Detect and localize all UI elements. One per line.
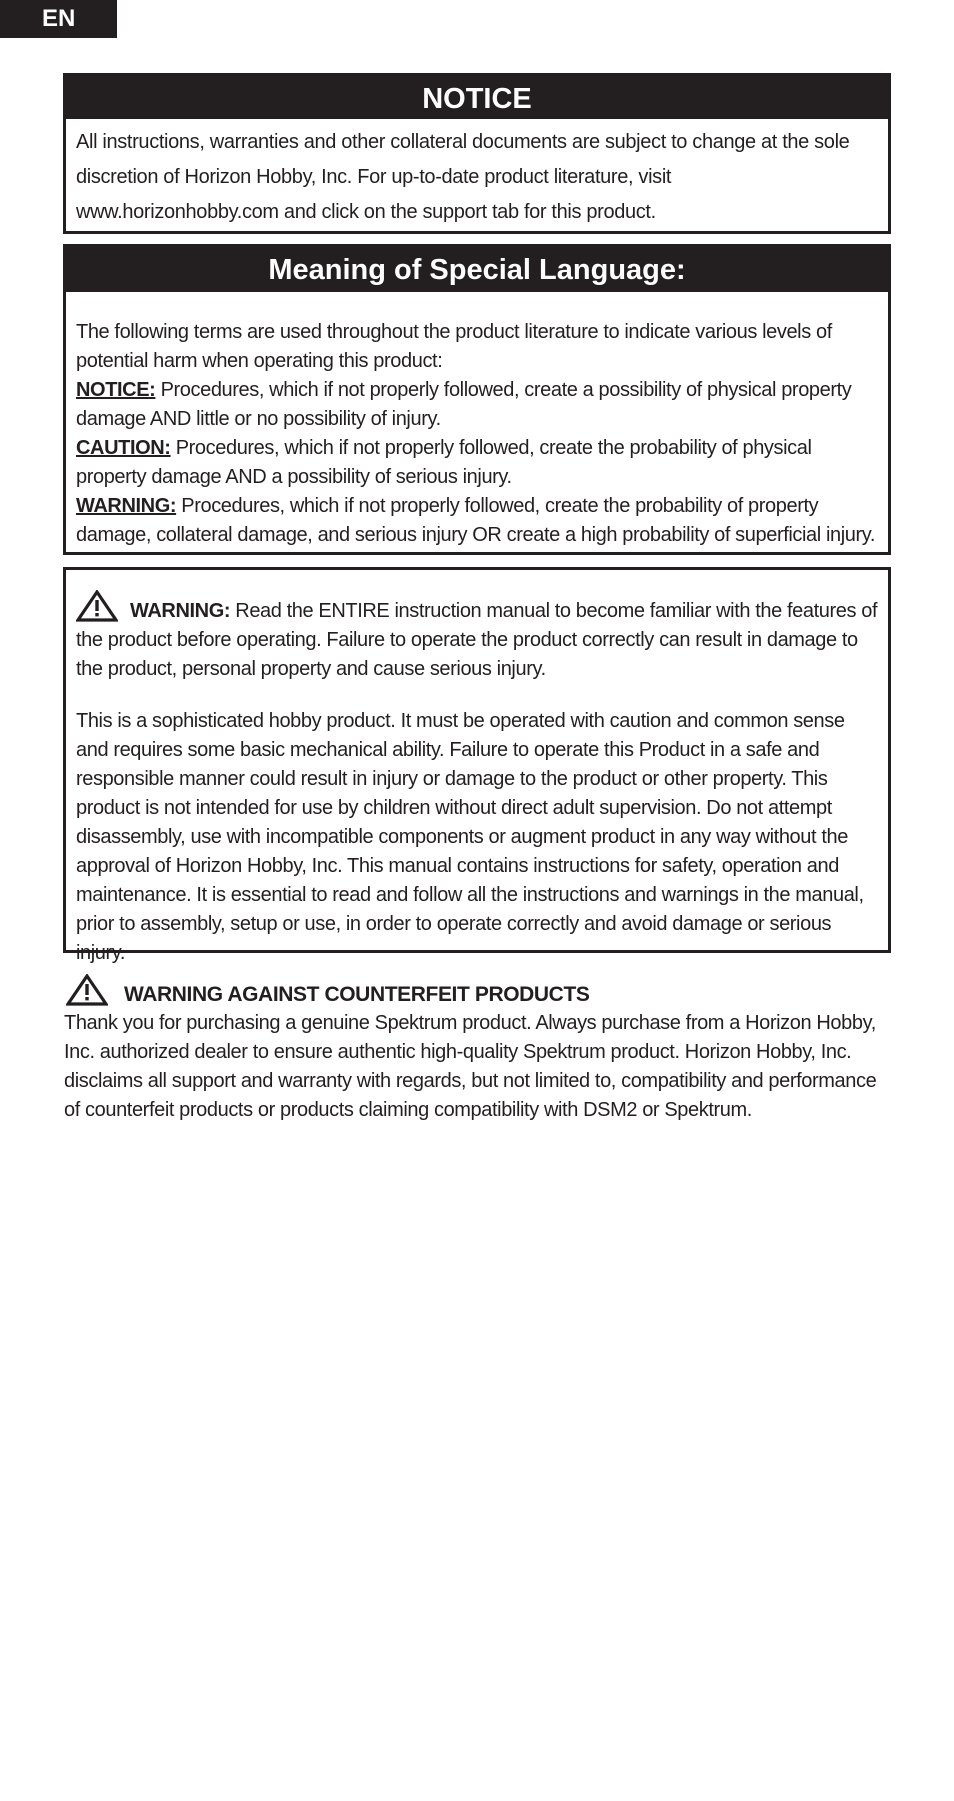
special-language-body	[66, 292, 888, 550]
term-notice	[76, 376, 878, 434]
term-caution-text: Procedures, which if not properly followed, create the probability of physical property damage AND a possibility of serious injury.	[76, 437, 812, 488]
term-notice-label: NOTICE:	[76, 379, 156, 401]
warning-label: WARNING:	[130, 600, 231, 622]
special-language-box	[63, 244, 891, 555]
notice-title: NOTICE	[65, 75, 889, 119]
special-language-intro: The following terms are used throughout the product literature to indicate various levels of potential harm when operating this product:	[76, 321, 832, 372]
warning-paragraph	[76, 590, 878, 684]
term-warning-label: WARNING:	[76, 495, 177, 517]
term-caution	[76, 434, 878, 492]
term-warning	[76, 492, 878, 550]
warning-triangle-icon	[66, 974, 108, 1006]
warning-box	[63, 567, 891, 964]
warning-triangle-icon	[76, 590, 118, 622]
warning-paragraph-2: This is a sophisticated hobby product. It must be operated with caution and common sense and requires some basic mechanical ability. Failure to operate this Product in a safe and responsible manner could result in injury or damage to the product or other property. This product is not intended for use by children without direct adult supervision. Do not attempt disassembly, use with incompatible components or augment product in any way without the approval of Horizon Hobby, Inc. This manual contains instructions for safety, operation and maintenance. It is essential to read and follow all the instructions and warnings in the manual, prior to assembly, setup or use, in order to operate correctly and avoid damage or serious injury.	[76, 710, 864, 964]
counterfeit-heading	[64, 974, 894, 1009]
warning-text: Read the ENTIRE instruction manual to become familiar with the features of the product before operating. Failure to operate the product correctly can result in damage to the product, personal property and cause serious injury.	[76, 600, 878, 680]
counterfeit-title: WARNING AGAINST COUNTERFEIT PRODUCTS	[124, 983, 590, 1006]
notice-body: All instructions, warranties and other collateral documents are subject to change at the sole discretion of Horizon Hobby, Inc. For up-to-date product literature, visit www.horizonhobby.com and click on the support tab for this product.	[76, 131, 850, 223]
term-warning-text: Procedures, which if not properly followed, create the probability of property damage, collateral damage, and serious injury OR create a high probability of superficial injury.	[76, 495, 876, 546]
notice-box	[63, 73, 891, 234]
special-language-title: Meaning of Special Language:	[65, 246, 889, 292]
language-tab: EN	[0, 0, 117, 38]
counterfeit-warning	[64, 974, 894, 1125]
counterfeit-body: Thank you for purchasing a genuine Spektrum product. Always purchase from a Horizon Hobby, Inc. authorized dealer to ensure authentic high-quality Spektrum product. Horizon Hobby, Inc. disclaims all support and warranty with regards, but not limited to, compatibility and performance of counterfeit products or products claiming compatibility with DSM2 or Spektrum.	[64, 1012, 877, 1121]
term-notice-text: Procedures, which if not properly followed, create a possibility of physical property damage AND little or no possibility of injury.	[76, 379, 852, 430]
term-caution-label: CAUTION:	[76, 437, 171, 459]
